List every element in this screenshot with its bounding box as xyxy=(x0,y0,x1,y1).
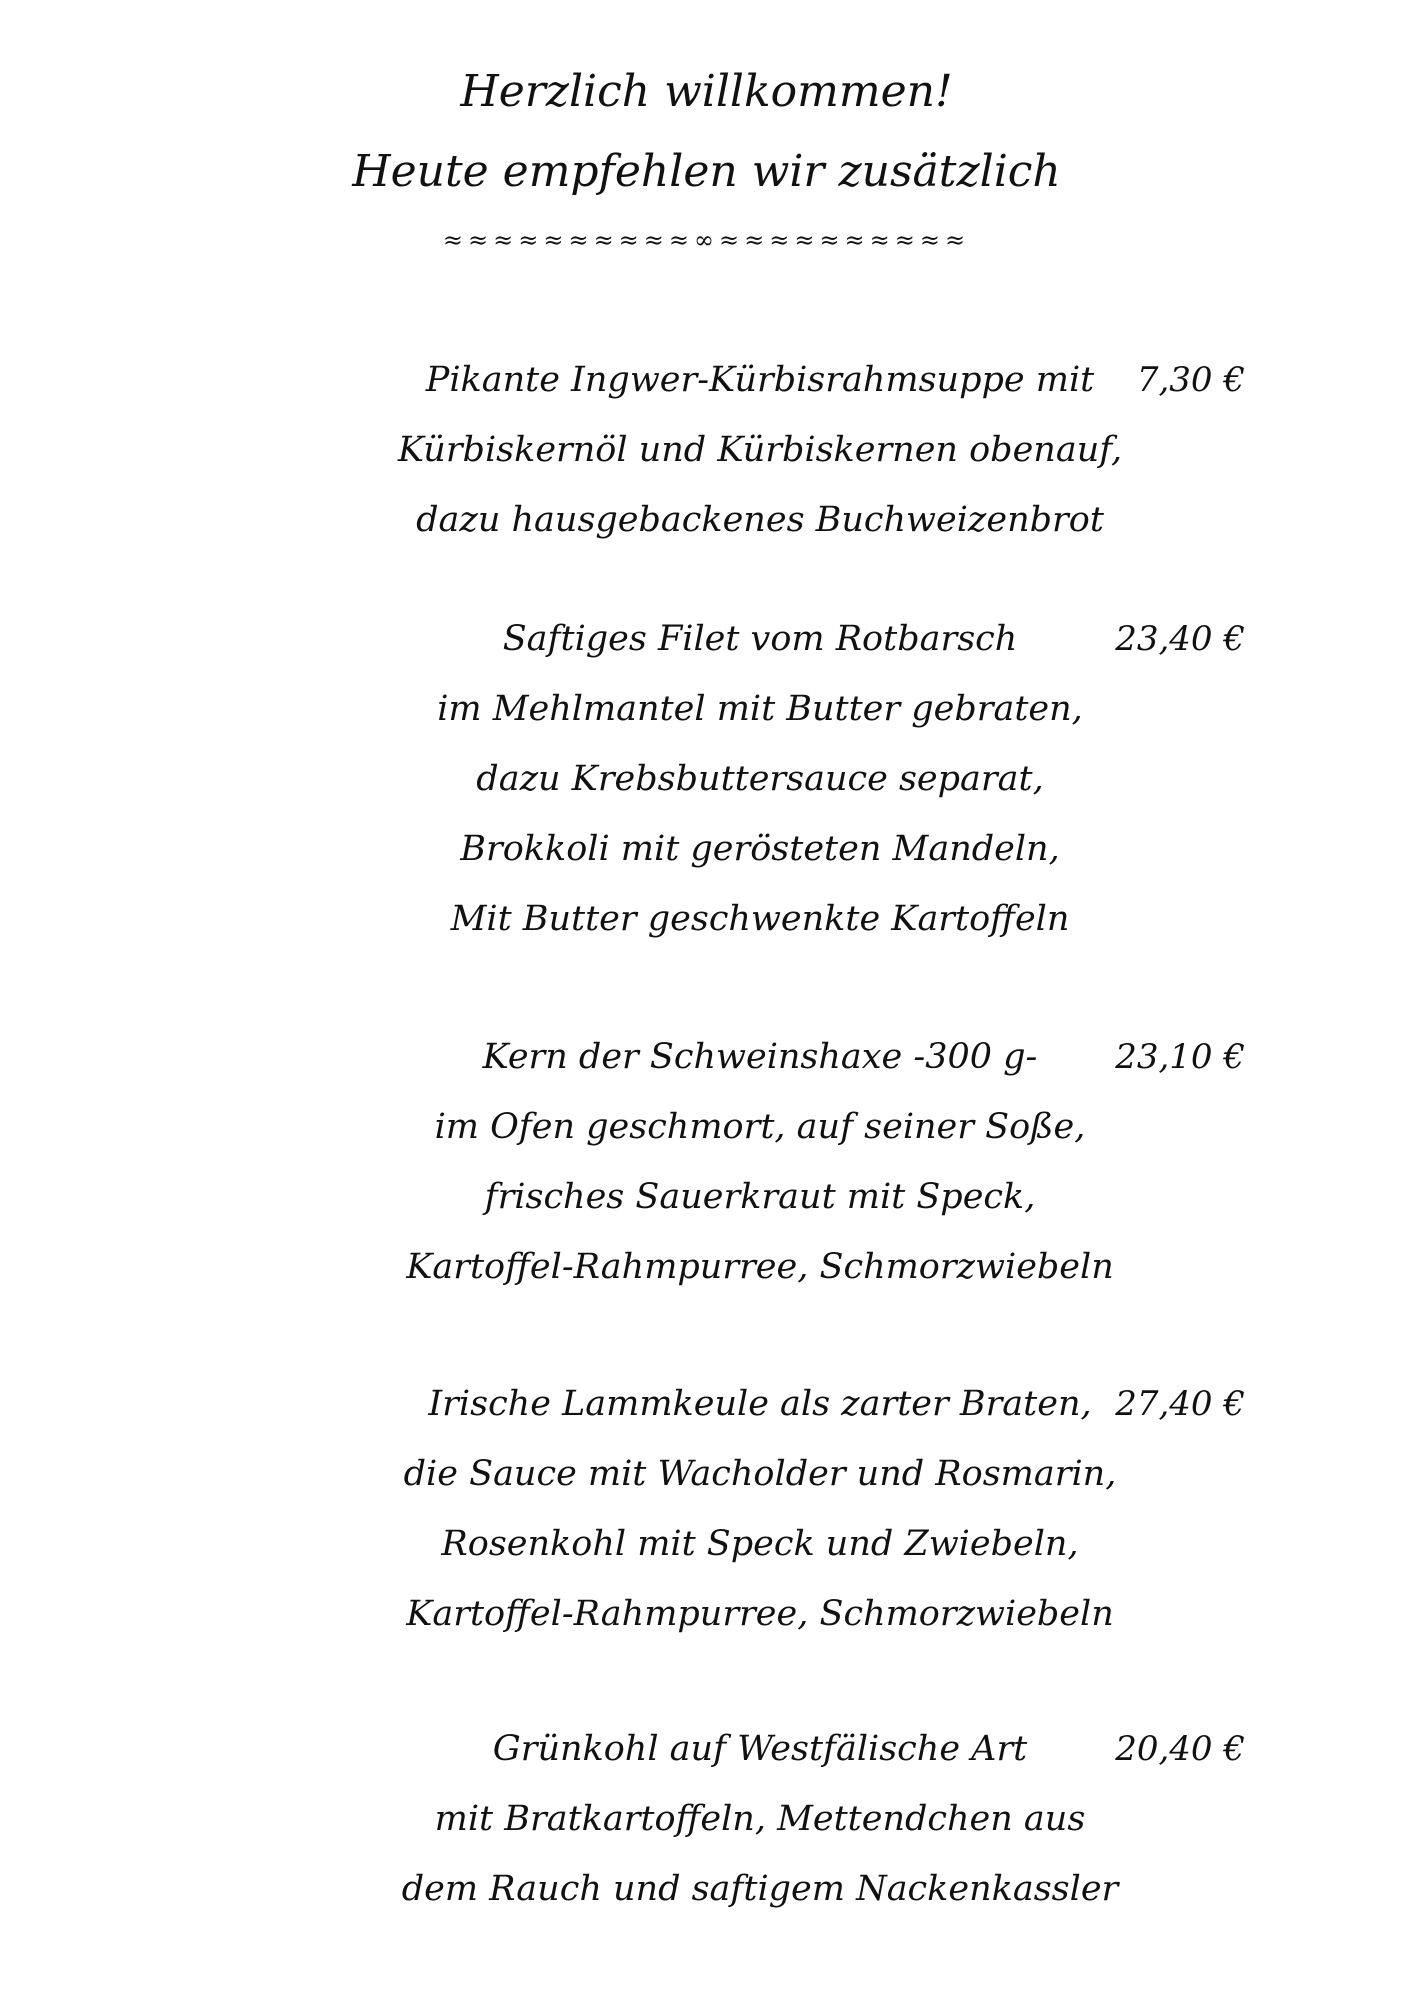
dish-price: 27,40 € xyxy=(1115,1384,1245,1424)
dish-description-line: Kartoffel-Rahmpurree, Schmorzwiebeln xyxy=(406,1247,1114,1287)
page-title: Herzlich willkommen! xyxy=(460,66,953,117)
dish-description-line: im Mehlmantel mit Butter gebraten, xyxy=(437,689,1083,729)
dish-description-line: dazu hausgebackenes Buchweizenbrot xyxy=(416,500,1104,540)
dish-price: 23,10 € xyxy=(1115,1037,1245,1077)
ornamental-divider: ≈≈≈≈≈≈≈≈≈≈∞≈≈≈≈≈≈≈≈≈≈ xyxy=(442,226,971,254)
dish-description-line: Kartoffel-Rahmpurree, Schmorzwiebeln xyxy=(406,1594,1114,1634)
dish-price: 7,30 € xyxy=(1136,360,1245,400)
dish-price: 20,40 € xyxy=(1115,1729,1245,1769)
dish-description-line: Rosenkohl mit Speck und Zwiebeln, xyxy=(441,1524,1079,1564)
dish-description-line: mit Bratkartoffeln, Mettendchen aus xyxy=(434,1799,1086,1839)
dish-description-line: Kürbiskernöl und Kürbiskernen obenauf, xyxy=(397,430,1123,470)
dish-price: 23,40 € xyxy=(1115,619,1245,659)
dish-description-line: im Ofen geschmort, auf seiner Soße, xyxy=(434,1107,1086,1147)
dish-name: Grünkohl auf Westfälische Art xyxy=(492,1729,1028,1769)
dish-description-line: Brokkoli mit gerösteten Mandeln, xyxy=(460,829,1060,869)
dish-name: Saftiges Filet vom Rotbarsch xyxy=(502,619,1018,659)
dish-description-line: dem Rauch und saftigem Nackenkassler xyxy=(401,1869,1119,1909)
dish-description-line: Mit Butter geschwenkte Kartoffeln xyxy=(450,899,1070,939)
dish-description-line: die Sauce mit Wacholder und Rosmarin, xyxy=(403,1454,1117,1494)
dish-description-line: dazu Krebsbuttersauce separat, xyxy=(476,759,1044,799)
dish-name: Irische Lammkeule als zarter Braten, xyxy=(428,1384,1092,1424)
dish-description-line: frisches Sauerkraut mit Speck, xyxy=(484,1177,1036,1217)
page-subtitle: Heute empfehlen wir zusätzlich xyxy=(352,146,1061,197)
dish-name: Kern der Schweinshaxe -300 g- xyxy=(482,1037,1038,1077)
dish-name: Pikante Ingwer-Kürbisrahmsuppe mit xyxy=(425,360,1095,400)
menu-header xyxy=(0,52,1413,256)
